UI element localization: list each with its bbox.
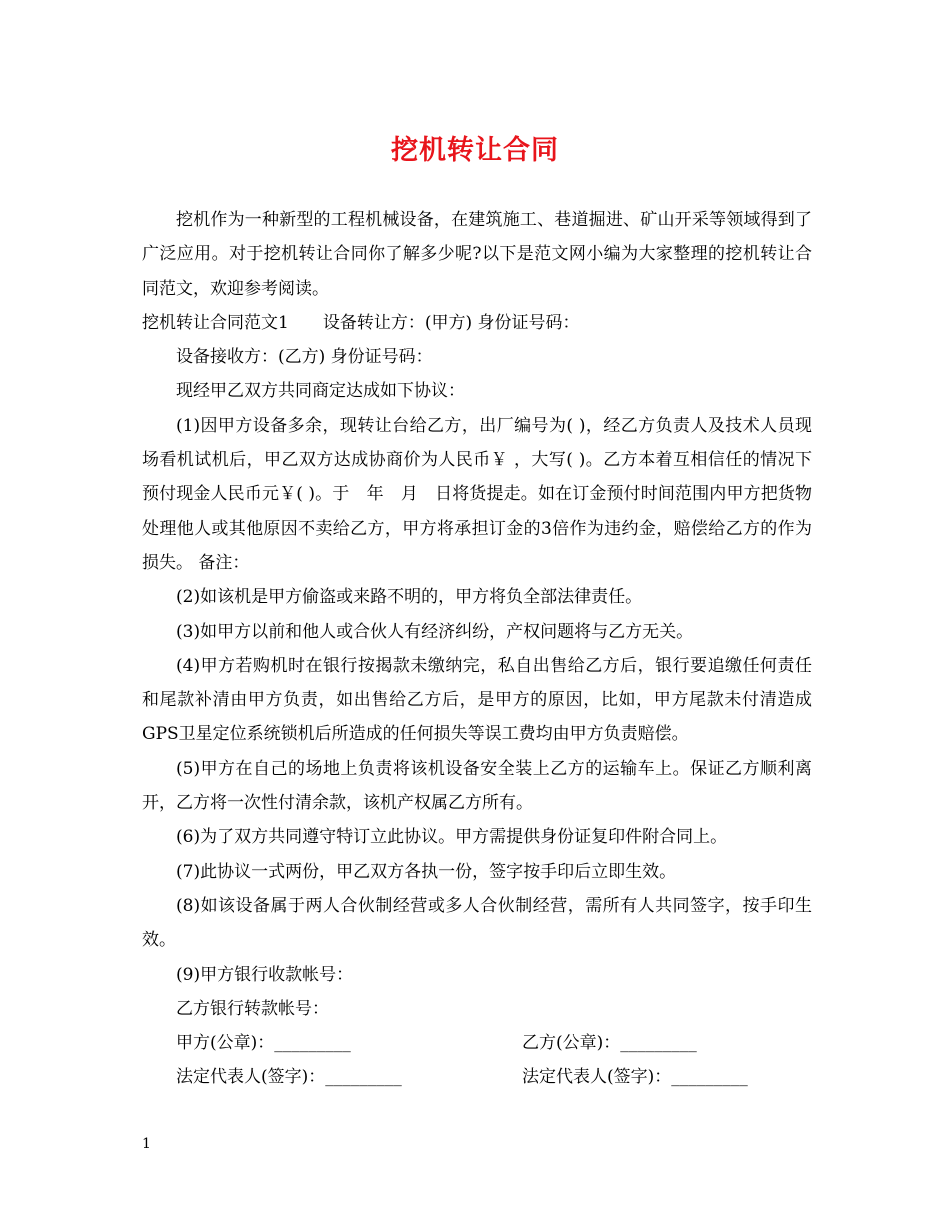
- transferee-line: 设备接收方：(乙方) 身份证号码：: [176, 347, 433, 368]
- document-title: 挖机转让合同: [391, 135, 559, 166]
- page-number: 1: [142, 1136, 151, 1152]
- clause-4: (4)甲方若购机时在银行按揭款未缴纳完，私自出售给乙方后，银行要追缴任何责任和尾款补清由甲方负责，如出售给乙方后，是甲方的原因，比如，甲方尾款未付清造成GPS卫星定位系统锁机后所造成的任何损失等误工费均由甲方负责赔偿。: [142, 655, 812, 745]
- transferor-line: 挖机转让合同范文1 设备转让方：(甲方) 身份证号码：: [142, 312, 580, 333]
- clause-7: (7)此协议一式两份，甲乙双方各执一份，签字按手印后立即生效。: [176, 861, 677, 882]
- party-a-bank-account: (9)甲方银行收款帐号：: [176, 964, 354, 985]
- document-body: [142, 203, 812, 1095]
- party-a-seal: 甲方(公章)：_________: [176, 1033, 351, 1054]
- party-b-bank-account: 乙方银行转款帐号：: [176, 998, 329, 1019]
- clause-2: (2)如该机是甲方偷盗或来路不明的，甲方将负全部法律责任。: [176, 587, 643, 608]
- party-a-representative: 法定代表人(签字)：_________: [176, 1067, 402, 1088]
- party-b-representative: 法定代表人(签字)：_________: [522, 1067, 748, 1088]
- party-b-seal: 乙方(公章)：_________: [522, 1033, 697, 1054]
- clause-5: (5)甲方在自己的场地上负责将该机设备安全装上乙方的运输车上。保证乙方顺利离开，乙方将一次性付清余款，该机产权属乙方所有。: [142, 758, 812, 814]
- clause-8: (8)如该设备属于两人合伙制经营或多人合伙制经营，需所有人共同签字，按手印生效。: [142, 895, 812, 951]
- clause-6: (6)为了双方共同遵守特订立此协议。甲方需提供身份证复印件附合同上。: [176, 827, 728, 848]
- seal-row: [142, 1026, 812, 1060]
- clause-3: (3)如甲方以前和他人或合伙人有经济纠纷，产权问题将与乙方无关。: [176, 621, 694, 642]
- intro-paragraph: 挖机作为一种新型的工程机械设备，在建筑施工、巷道掘进、矿山开采等领域得到了广泛应用。对于挖机转让合同你了解多少呢?以下是范文网小编为大家整理的挖机转让合同范文，欢迎参考阅读。: [142, 210, 812, 299]
- representative-row: [142, 1060, 812, 1094]
- clause-1: (1)因甲方设备多余，现转让台给乙方，出厂编号为( )，经乙方负责人及技术人员现场看机试机后，甲乙双方达成协商价为人民币￥ ，大写( )。乙方本着互相信任的情况下预付现金人民币元￥( )。于 年 月 日将货提走。如在订金预付时间范围内甲方把货物处理他人或其他原因不卖给乙方，甲方将承担订金的3倍作为违约金，赔偿给乙方的作为损失。 备注：: [142, 415, 812, 573]
- agreement-intro: 现经甲乙双方共同商定达成如下协议：: [176, 381, 465, 402]
